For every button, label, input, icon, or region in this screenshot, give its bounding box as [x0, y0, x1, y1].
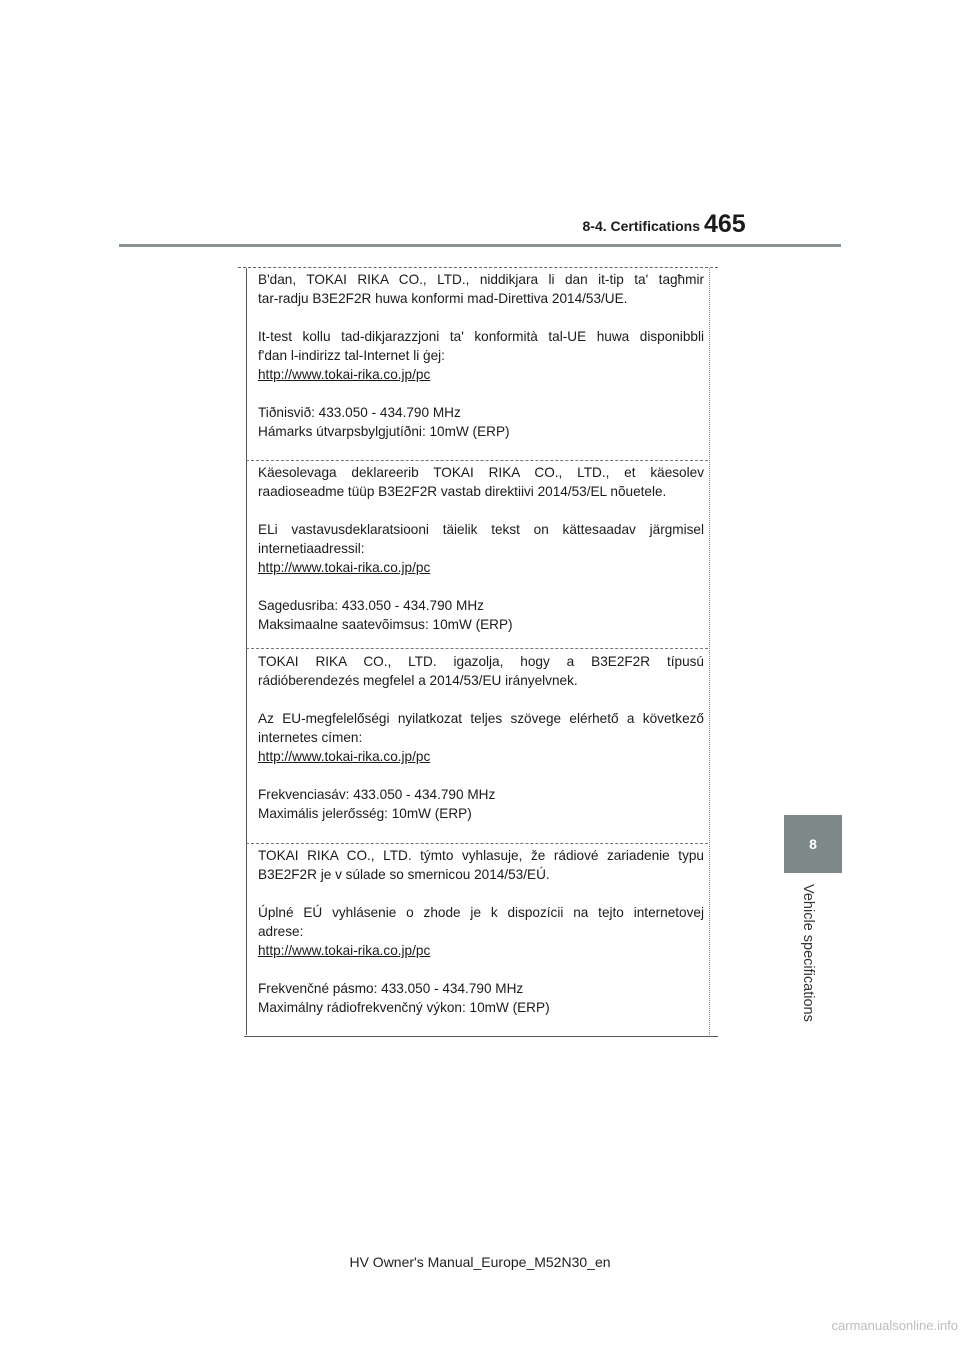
declaration-url-link[interactable]: http://www.tokai-rika.co.jp/pc	[258, 943, 431, 958]
declaration-url-link[interactable]: http://www.tokai-rika.co.jp/pc	[258, 367, 431, 382]
frequency-band: Frekvenciasáv: 433.050 - 434.790 MHz	[258, 787, 496, 802]
page-footer: HV Owner's Manual_Europe_M52N30_en	[349, 1254, 611, 1270]
header-rule	[119, 244, 841, 247]
declaration-line: TOKAI RIKA CO., LTD. týmto vyhlasuje, že rádiové zariadenie typu	[258, 848, 704, 863]
availability-line: adrese:	[258, 924, 304, 939]
block-divider	[246, 648, 708, 649]
frequency-band: Sagedusriba: 433.050 - 434.790 MHz	[258, 598, 484, 613]
availability-line: Az EU-megfelelőségi nyilatkozat teljes szövege elérhető a következő	[258, 711, 704, 726]
max-power: Maksimaalne saatevõimsus: 10mW (ERP)	[258, 617, 513, 632]
declaration-line: raadioseadme tüüp B3E2F2R vastab direktiivi 2014/53/EL nõuetele.	[258, 484, 667, 499]
frame-top-edge	[238, 267, 718, 268]
max-power: Hámarks útvarpsbylgjutíðni: 10mW (ERP)	[258, 424, 510, 439]
declaration-line: B'dan, TOKAI RIKA CO., LTD., niddikjara li dan it-tip ta' tagħmir	[258, 272, 704, 287]
page-number: 465	[704, 210, 746, 238]
declaration-block-3	[258, 652, 704, 823]
chapter-label: Vehicle specifications	[800, 884, 816, 1022]
section-title: 8-4. Certifications	[582, 218, 700, 234]
availability-line: It-test kollu tad-dikjarazzjoni ta' konformità tal-UE huwa disponibbli	[258, 329, 704, 344]
declaration-line: TOKAI RIKA CO., LTD. igazolja, hogy a B3E2F2R típusú	[258, 654, 704, 669]
declaration-line: tar-radju B3E2F2R huwa konformi mad-Direttiva 2014/53/UE.	[258, 291, 628, 306]
chapter-tab[interactable]	[784, 815, 842, 873]
frequency-band: Tiðnisvið: 433.050 - 434.790 MHz	[258, 405, 461, 420]
availability-line: internetes címen:	[258, 730, 363, 745]
block-divider	[246, 843, 708, 844]
declaration-url-link[interactable]: http://www.tokai-rika.co.jp/pc	[258, 560, 431, 575]
declaration-block-2	[258, 463, 704, 634]
availability-line: ELi vastavusdeklaratsiooni täielik tekst on kättesaadav järgmisel	[258, 522, 704, 537]
declaration-line: rádióberendezés megfelel a 2014/53/EU irányelvnek.	[258, 673, 578, 688]
declaration-block-4	[258, 846, 704, 1017]
chapter-number: 8	[809, 836, 817, 852]
declaration-line: Käesolevaga deklareerib TOKAI RIKA CO., LTD., et käesolev	[258, 465, 704, 480]
declaration-block-1	[258, 270, 704, 441]
max-power: Maximálny rádiofrekvenčný výkon: 10mW (ERP)	[258, 1000, 550, 1015]
max-power: Maximális jelerősség: 10mW (ERP)	[258, 806, 472, 821]
frame-bottom-edge	[244, 1036, 718, 1037]
availability-line: f'dan l-indirizz tal-Internet li ġej:	[258, 348, 445, 363]
frequency-band: Frekvenčné pásmo: 433.050 - 434.790 MHz	[258, 981, 524, 996]
availability-line: Úplné EÚ vyhlásenie o zhode je k dispozícii na tejto internetovej	[258, 905, 704, 920]
availability-line: internetiaadressil:	[258, 541, 365, 556]
declaration-line: B3E2F2R je v súlade so smernicou 2014/53/EÚ.	[258, 867, 550, 882]
declaration-url-link[interactable]: http://www.tokai-rika.co.jp/pc	[258, 749, 431, 764]
block-divider	[246, 460, 708, 461]
watermark: carmanualsonline.info	[831, 1318, 958, 1333]
